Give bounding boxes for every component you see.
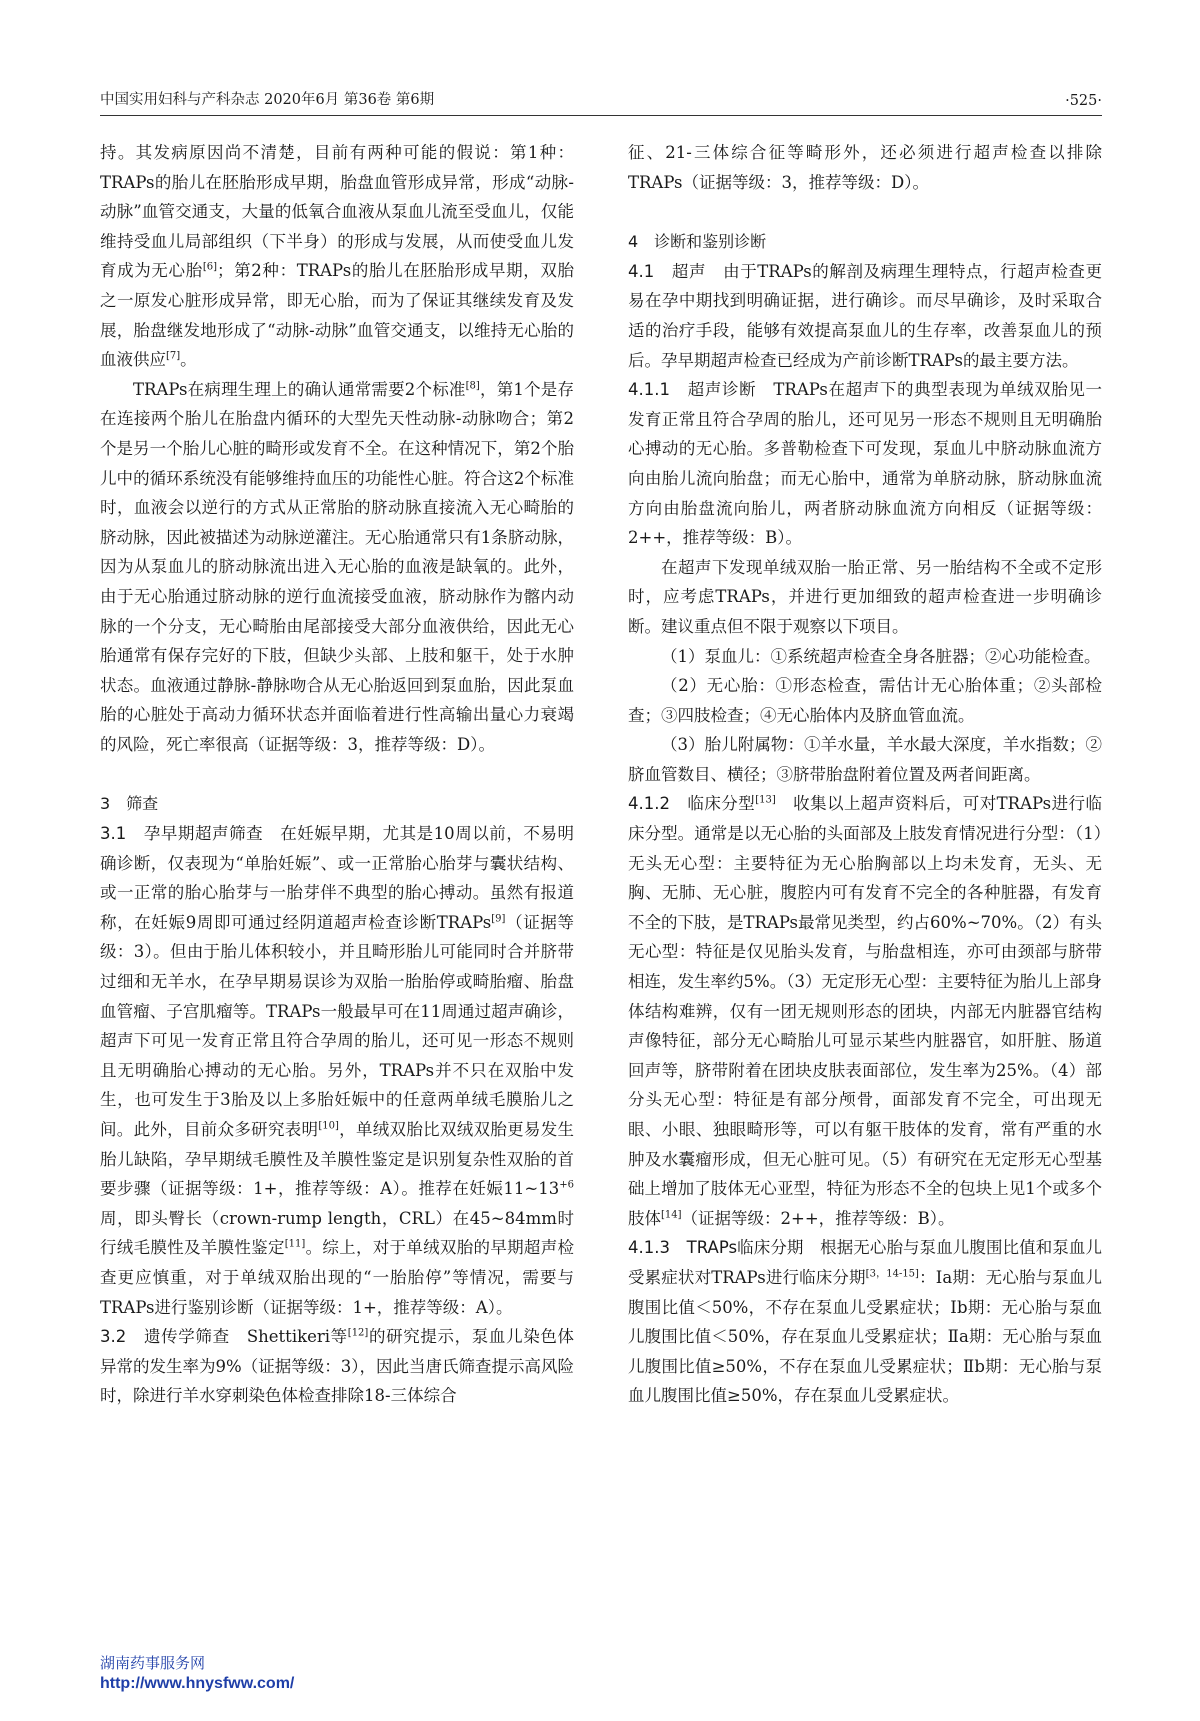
paragraph-hypotheses: 持。其发病原因尚不清楚，目前有两种可能的假说：第1种：TRAPs的胎儿在胚胎形成早期，胎盘血管形成异常，形成“动脉-动脉”血管交通支，大量的低氧合血液从泵血儿流至受血儿，仅能维持受血儿局部组织（下半身）的形成与发展，从而使受血儿发育成为无心胎[6]；第2种：TRAPs的胎儿在胚胎形成早期，双胎之一原发心脏形成异常，即无心胎，而为了保证其继续发育及发展，胎盘继发地形成了“动脉-动脉”血管交通支，以维持无心胎的血液供应[7]。 bbox=[100, 143, 575, 370]
running-header bbox=[100, 88, 1102, 116]
subsection-3-2-title: 3.2 遗传学筛查 bbox=[100, 1327, 230, 1347]
right-column bbox=[628, 138, 1102, 1411]
section-3-heading: 3 筛查 bbox=[100, 794, 159, 814]
citation: [7] bbox=[166, 350, 181, 362]
journal-title: 中国实用妇科与产科杂志 2020年6月 第36卷 第6期 bbox=[100, 92, 435, 108]
citation: [14] bbox=[661, 1209, 682, 1221]
subsection-4-1-title: 4.1 超声 bbox=[628, 261, 707, 281]
site-url-link[interactable]: http://www.hnysfww.com/ bbox=[100, 1675, 295, 1692]
subsection-3-1-title: 3.1 孕早期超声筛查 bbox=[100, 824, 264, 844]
citation: [12] bbox=[347, 1327, 369, 1339]
paragraph-4-1-2: 4.1.2 临床分型[13] 收集以上超声资料后，可对TRAPs进行临床分型。通常是以无心胎的头面部及上肢发育情况进行分型：（1）无头无心型：主要特征为无心胎胸部以上均未发育，无头、无胸、无肺、无心脏，腹腔内可有发育不完全的各种脏器，有发育不全的下肢，是TRAPs最常见类型，约占60%~70%。（2）有头无心型：特征是仅见胎头发育，与胎盘相连，亦可由颈部与脐带相连，发生率约5%。（3）无定形无心型：主要特征为胎儿上部身体结构难辨，仅有一团无规则形态的团块，内部无内脏器官结构声像特征，部分无心畸胎儿可显示某些内脏器官，如肝脏、肠道回声等，脐带附着在团块皮肤表面部位，发生率为25%。（4）部分头无心型：特征是有部分颅骨，面部发育不完全，可出现无眼、小眼、独眼畸形等，可以有躯干肢体的发育，常有严重的水肿及水囊瘤形成，但无心脏可见。（5）有研究在无定形无心型基础上增加了肢体无心亚型，特征为形态不全的包块上见1个或多个肢体[14]（证据等级：2++，推荐等级：B）。 bbox=[628, 794, 1102, 1228]
site-name: 湖南药事服务网 bbox=[100, 1655, 206, 1672]
paragraph-4-1: 4.1 超声 由于TRAPs的解剖及病理生理特点，行超声检查更易在孕中期找到明确证据，进行确诊。而尽早确诊，及时采取合适的治疗手段，能够有效提高泵血儿的生存率，改善泵血儿的预后。孕早期超声检查已经成为产前诊断TRAPs的最主要方法。 bbox=[628, 261, 1102, 370]
citation: [8] bbox=[465, 380, 480, 392]
paragraph-pathophysiology: TRAPs在病理生理上的确认通常需要2个标准[8]，第1个是存在连接两个胎儿在胎盘内循环的大型先天性动脉-动脉吻合；第2个是另一个胎儿心脏的畸形或发育不全。在这种情况下，第2个胎儿中的循环系统没有能够维持血压的功能性心脏。符合这2个标准时，血液会以逆行的方式从正常胎的脐动脉直接流入无心畸胎的脐动脉，因此被描述为动脉逆灌注。无心胎通常只有1条脐动脉，因为从泵血儿的脐动脉流出进入无心胎的血液是缺氧的。此外，由于无心胎通过脐动脉的逆行血流接受血液，脐动脉作为髂内动脉的一个分支，无心畸胎由尾部接受大部分血液供给，因此无心胎通常有保存完好的下肢，但缺少头部、上肢和躯干，处于水肿状态。血液通过静脉-静脉吻合从无心胎返回到泵血胎，因此泵血胎的心脏处于高动力循环状态并面临着进行性高输出量心力衰竭的风险，死亡率很高（证据等级：3，推荐等级：D）。 bbox=[100, 379, 575, 754]
left-column bbox=[100, 138, 574, 1411]
citation: [6] bbox=[202, 261, 218, 273]
paragraph-3-2: 3.2 遗传学筛查 Shettikeri等[12]的研究提示，泵血儿染色体异常的发生率为9%（证据等级：3），因此当唐氏筛查提示高风险时，除进行羊水穿刺染色体检查排除18-三体综合 bbox=[100, 1327, 574, 1406]
paragraph-observation: 在超声下发现单绒双胎一胎正常、另一胎结构不全或不定形时，应考虑TRAPs，并进行更加细致的超声检查进一步明确诊断。建议重点但不限于观察以下项目。 bbox=[628, 557, 1102, 636]
list-item-2: （2）无心胎：①形态检查，需估计无心胎体重；②头部检查；③四肢检查；④无心胎体内及脐血管血流。 bbox=[628, 676, 1102, 725]
list-item-3: （3）胎儿附属物：①羊水量，羊水最大深度，羊水指数；②脐血管数目、横径；③脐带胎盘附着位置及两者间距离。 bbox=[628, 735, 1102, 784]
subsection-4-1-1-title: 4.1.1 超声诊断 bbox=[628, 380, 757, 400]
paragraph-4-1-3: 4.1.3 TRAPs临床分期 根据无心胎与泵血儿腹围比值和泵血儿受累症状对TRAPs进行临床分期[3，14-15]：Ⅰa期：无心胎与泵血儿腹围比值＜50%，不存在泵血儿受累症状；Ⅰb期：无心胎与泵血儿腹围比值＜50%，存在泵血儿受累症状；Ⅱa期：无心胎与泵血儿腹围比值≥50%，不存在泵血儿受累症状；Ⅱb期：无心胎与泵血儿腹围比值≥50%，存在泵血儿受累症状。 bbox=[628, 1238, 1102, 1406]
citation: [9] bbox=[491, 913, 506, 925]
subsection-4-1-2-title: 4.1.2 临床分型 bbox=[628, 794, 756, 814]
list-item-1: （1）泵血儿：①系统超声检查全身各脏器；②心功能检查。 bbox=[661, 646, 1101, 666]
citation: [11] bbox=[284, 1238, 306, 1250]
paragraph-4-1-1: 4.1.1 超声诊断 TRAPs在超声下的典型表现为单绒双胎见一发育正常且符合孕周的胎儿，还可见另一形态不规则且无明确胎心搏动的无心胎。多普勒检查下可发现，泵血儿中脐动脉血流方向由胎儿流向胎盘；而无心胎中，通常为单脐动脉，脐动脉血流方向由胎盘流向胎儿，两者脐动脉血流方向相反（证据等级：2++，推荐等级：B）。 bbox=[628, 380, 1102, 548]
section-4-heading: 4 诊断和鉴别诊断 bbox=[628, 232, 767, 252]
paragraph-continued: 征、21-三体综合征等畸形外，还必须进行超声检查以排除TRAPs（证据等级：3，推荐等级：D）。 bbox=[628, 143, 1102, 192]
subsection-4-1-3-title: 4.1.3 TRAPs临床分期 bbox=[628, 1238, 804, 1258]
watermark-footer bbox=[100, 1654, 294, 1694]
paragraph-3-1: 3.1 孕早期超声筛查 在妊娠早期，尤其是10周以前，不易明确诊断，仅表现为“单胎妊娠”、或一正常胎心胎芽与囊状结构、或一正常的胎心胎芽与一胎芽伴不典型的胎心搏动。虽然有报道称，在妊娠9周即可通过经阴道超声检查诊断TRAPs[9]（证据等级：3）。但由于胎儿体积较小，并且畸形胎儿可能同时合并脐带过细和无羊水，在孕早期易误诊为双胎一胎胎停或畸胎瘤、胎盘血管瘤、子宫肌瘤等。TRAPs一般最早可在11周通过超声确诊，超声下可见一发育正常且符合孕周的胎儿，还可见一形态不规则且无明确胎心搏动的无心胎。另外，TRAPs并不只在双胎中发生，也可发生于3胎及以上多胎妊娠中的任意两单绒毛膜胎儿之间。此外，目前众多研究表明[10]，单绒双胎比双绒双胎更易发生胎儿缺陷，孕早期绒毛膜性及羊膜性鉴定是识别复杂性双胎的首要步骤（证据等级：1+，推荐等级：A）。推荐在妊娠$11\sim 13^{+6}$周，即头臀长（crown-rump length，CRL）在45~84mm时行绒毛膜性及羊膜性鉴定[11]。综上，对于单绒双胎的早期超声检查更应慎重，对于单绒双胎出现的“一胎胎停”等情况，需要与TRAPs进行鉴别诊断（证据等级：1+，推荐等级：A）。 bbox=[100, 824, 575, 1317]
page-number: ·525· bbox=[1065, 93, 1102, 109]
citation: [13] bbox=[755, 794, 776, 806]
citation: [10] bbox=[318, 1120, 339, 1132]
superscript: +6 bbox=[559, 1179, 574, 1191]
citation: [3，14-15] bbox=[865, 1268, 919, 1280]
